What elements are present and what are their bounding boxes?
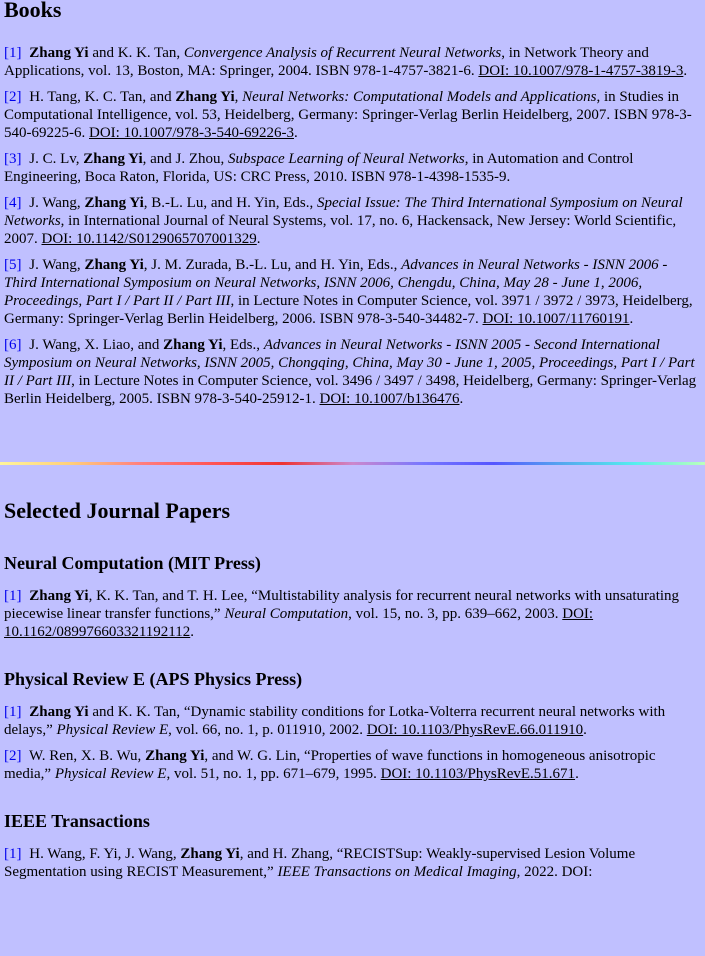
list-item [4,336,701,408]
entry-author-highlight: Zhang Yi [180,846,240,862]
journal-section-title: Neural Computation (MIT Press) [4,553,261,573]
entry-end: . [629,311,634,327]
entry-title: Special Issue: The Third International Symposium on Neural Networks [4,195,683,229]
entry-text: , and H. Zhang, “RECISTSup: Weakly-supervised Lesion Volume Segmentation using RECIST Measurement,” [4,846,636,880]
entry-authors: H. Tang, K. C. Tan, and [29,89,176,105]
entry-number-link[interactable]: [2] [4,89,22,105]
doi-link[interactable]: DOI: 10.1142/S0129065707001329 [41,231,257,247]
entry-end: . [459,391,464,407]
entry-text: and K. K. Tan, [88,45,184,61]
entry-details: , in Automation and Control Engineering, Boca Raton, Florida, US: CRC Press, 2010. ISBN 978-1-4398-1535-9. [4,151,634,185]
list-item [4,88,701,142]
entry-details: , vol. 15, no. 3, pp. 639–662, 2003. [348,606,563,622]
entry-details: , vol. 66, no. 1, p. 011910, 2002. [168,722,367,738]
entry-number-link[interactable]: [1] [4,45,22,61]
doi-link[interactable]: DOI: 10.1162/089976603321192112 [4,606,594,640]
journal-sections [4,553,701,881]
entry-text: , J. M. Zurada, B.-L. Lu, and H. Yin, Eds., [143,257,402,273]
list-item [4,587,701,641]
list-item [4,703,701,739]
journal-section-title: Physical Review E (APS Physics Press) [4,669,303,689]
journal-section-title: IEEE Transactions [4,811,150,831]
journal-section [4,811,701,881]
entry-authors: H. Wang, F. Yi, J. Wang, [29,846,181,862]
entry-author-highlight: Zhang Yi [84,257,144,273]
entry-details: , in Lecture Notes in Computer Science, vol. 3496 / 3497 / 3498, Heidelberg, Germany: Springer-Verlag Berlin Heidelberg, 2005. ISBN 978-3-540-25912-1. [4,373,697,407]
doi-link[interactable]: DOI: 10.1103/PhysRevE.66.011910 [366,722,584,738]
entry-author-highlight: Zhang Yi [83,151,143,167]
entry-details: , in Network Theory and Applications, vol. 13, Boston, MA: Springer, 2004. ISBN 978-1-4757-3821-6. [4,45,649,79]
entry-number-link[interactable]: [1] [4,588,22,604]
list-item [4,44,701,80]
entry-author-highlight: Zhang Yi [163,337,223,353]
entry-title: Neural Computation [224,606,349,622]
entry-number-link[interactable]: [3] [4,151,22,167]
doi-link[interactable]: DOI: 10.1007/978-3-540-69226-3 [89,125,294,141]
entry-end: . [575,766,579,782]
entry-text: and K. K. Tan, “Dynamic stability conditions for Lotka-Volterra recurrent neural networks with delays,” [4,704,666,738]
entry-title: Convergence Analysis of Recurrent Neural Networks [183,45,502,61]
rainbow-divider [0,462,705,465]
entry-author-highlight: Zhang Yi [175,89,235,105]
journals-heading: Selected Journal Papers [4,498,231,523]
entry-details: , in International Journal of Neural Systems, vol. 17, no. 6, Hackensack, New Jersey: World Scientific, 2007. [4,213,677,247]
entry-authors: J. C. Lv, [29,151,84,167]
entry-authors: J. Wang, [29,195,85,211]
entry-number-link[interactable]: [4] [4,195,22,211]
entry-text: , [234,89,243,105]
entry-number-link[interactable]: [1] [4,704,22,720]
journal-section [4,553,701,641]
list-item [4,845,701,881]
entry-text: , B.-L. Lu, and H. Yin, Eds., [143,195,317,211]
entry-details: , in Studies in Computational Intelligence, vol. 53, Heidelberg, Germany: Springer-Verlag Berlin Heidelberg, 2007. ISBN 978-3-540-69225-6. [4,89,692,141]
entry-title: Advances in Neural Networks - ISNN 2006 - Third International Symposium on Neural Networks, ISNN 2006, Chengdu, China, May 28 - June 1, 2006, Proceedings, Part I / Part II / Part III [4,257,668,309]
entry-text: , and W. G. Lin, “Properties of wave functions in homogeneous anisotropic media,” [4,748,656,782]
entry-end: . [683,63,688,79]
journal-section [4,669,701,783]
entry-title: Neural Networks: Computational Models and Applications [242,89,597,105]
entry-details: , in Lecture Notes in Computer Science, vol. 3971 / 3972 / 3973, Heidelberg, Germany: Springer-Verlag Berlin Heidelberg, 2006. ISBN 978-3-540-34482-7. [4,293,693,327]
list-item [4,150,701,186]
entry-number-link[interactable]: [5] [4,257,22,273]
entry-authors: W. Ren, X. B. Wu, [28,748,146,764]
entry-title: IEEE Transactions on Medical Imaging [277,864,517,880]
books-heading: Books [4,0,62,22]
entry-end: . [583,722,587,738]
entry-authors: J. Wang, [29,257,85,273]
entry-text: , and J. Zhou, [142,151,229,167]
entry-authors: J. Wang, X. Liao, and [29,337,164,353]
entry-number-link[interactable]: [6] [4,337,22,353]
doi-link[interactable]: DOI: 10.1007/b136476 [319,391,460,407]
entry-end: . [190,624,194,640]
books-list [4,44,701,408]
entry-text: , Eds., [222,337,264,353]
list-item [4,256,701,328]
list-item [4,194,701,248]
entry-author-highlight: Zhang Yi [29,704,89,720]
entry-details: , 2022. DOI: [516,864,593,880]
entry-author-highlight: Zhang Yi [29,588,89,604]
entry-details: , vol. 51, no. 1, pp. 671–679, 1995. [166,766,381,782]
entry-end: . [256,231,261,247]
doi-link[interactable]: DOI: 10.1103/PhysRevE.51.671 [380,766,576,782]
entry-text: , K. K. Tan, and T. H. Lee, “Multistability analysis for recurrent neural networks with unsaturating piecewise linear transfer functions,” [4,588,680,622]
entry-number-link[interactable]: [2] [4,748,22,764]
doi-link[interactable]: DOI: 10.1007/978-1-4757-3819-3 [478,63,684,79]
entry-author-highlight: Zhang Yi [145,748,205,764]
entry-title: Advances in Neural Networks - ISNN 2005 - Second International Symposium on Neural Networks, ISNN 2005, Chongqing, China, May 30 - June 1, 2005, Proceedings, Part I / Part II / Part III [4,337,695,389]
entry-end: . [293,125,298,141]
entry-author-highlight: Zhang Yi [84,195,144,211]
entry-title: Physical Review E [56,722,169,738]
entry-author-highlight: Zhang Yi [29,45,89,61]
list-item [4,747,701,783]
entry-title: Physical Review E [54,766,167,782]
entry-number-link[interactable]: [1] [4,846,22,862]
entry-title: Subspace Learning of Neural Networks [228,151,465,167]
doi-link[interactable]: DOI: 10.1007/11760191 [482,311,630,327]
